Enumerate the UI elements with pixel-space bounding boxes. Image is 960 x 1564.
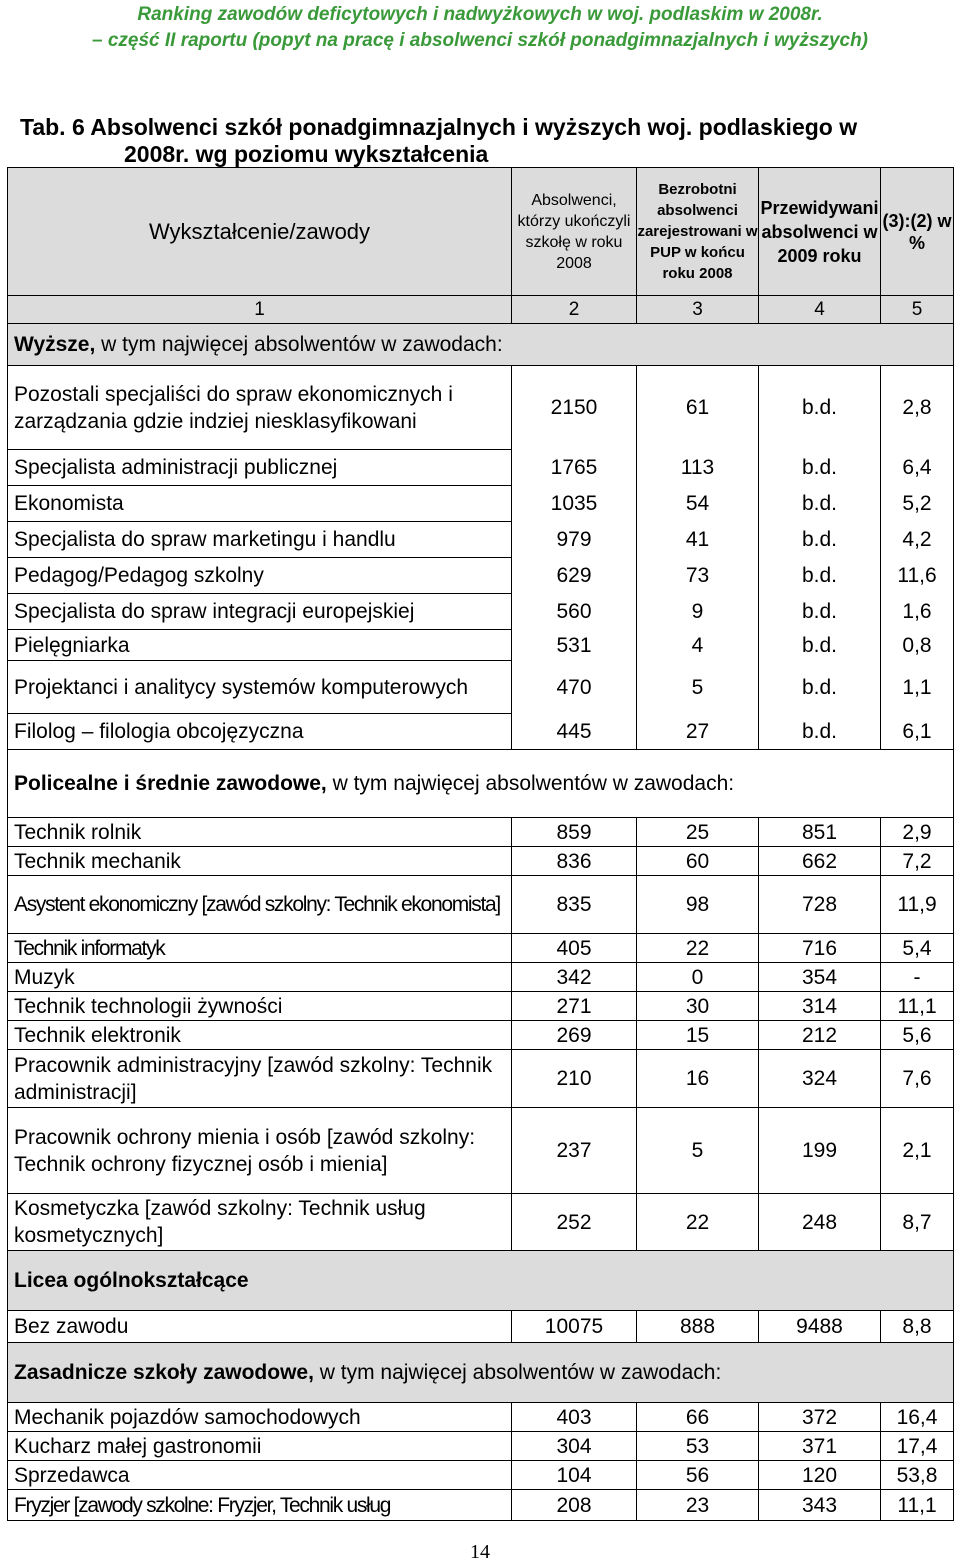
expected-2009-cell: 212 (759, 1021, 881, 1050)
table-row (8, 934, 954, 963)
ratio-cell: 11,6 (881, 558, 954, 594)
ratio-cell: 1,6 (881, 594, 954, 630)
section-row-policealne (8, 750, 954, 818)
graduates-2008-cell: 271 (512, 992, 637, 1021)
graduates-2008-cell: 2150 (512, 366, 637, 450)
table-row (8, 486, 954, 522)
ratio-cell: 11,1 (881, 1490, 954, 1521)
unemployed-2008-cell: 22 (637, 1194, 759, 1251)
table-row (8, 630, 954, 661)
col-number: 2 (512, 296, 637, 324)
ratio-cell: 11,1 (881, 992, 954, 1021)
occupation-cell: Mechanik pojazdów samochodowych (8, 1403, 512, 1432)
occupation-cell: Specjalista administracji publicznej (8, 450, 512, 486)
unemployed-2008-cell: 41 (637, 522, 759, 558)
table-row (8, 963, 954, 992)
occupation-cell: Muzyk (8, 963, 512, 992)
col-header-expected-2009: Przewidywani absolwenci w 2009 roku (759, 168, 881, 296)
section-heading-bold: Licea ogólnokształcące (14, 1269, 249, 1292)
section-heading-rest: w tym najwięcej absolwentów w zawodach: (95, 333, 503, 356)
occupation-cell: Pielęgniarka (8, 630, 512, 661)
ratio-cell: 4,2 (881, 522, 954, 558)
occupation-cell: Technik rolnik (8, 818, 512, 847)
table-title-line-2: 2008r. wg poziomu wykształcenia (124, 141, 489, 167)
table-row (8, 594, 954, 630)
ratio-cell: 7,6 (881, 1050, 954, 1108)
col-number: 3 (637, 296, 759, 324)
graduates-2008-cell: 210 (512, 1050, 637, 1108)
unemployed-2008-cell: 23 (637, 1490, 759, 1521)
col-header-occupation: Wykształcenie/zawody (8, 168, 512, 296)
expected-2009-cell: 662 (759, 847, 881, 876)
graduates-2008-cell: 531 (512, 630, 637, 661)
ratio-cell: 5,6 (881, 1021, 954, 1050)
expected-2009-cell: b.d. (759, 486, 881, 522)
graduates-2008-cell: 104 (512, 1461, 637, 1490)
table-row (8, 1311, 954, 1343)
graduates-2008-cell: 403 (512, 1403, 637, 1432)
occupation-cell: Kucharz małej gastronomii (8, 1432, 512, 1461)
expected-2009-cell: 324 (759, 1050, 881, 1108)
col-number: 5 (881, 296, 954, 324)
table-row (8, 1021, 954, 1050)
ratio-cell: 1,1 (881, 661, 954, 714)
ratio-cell: 17,4 (881, 1432, 954, 1461)
occupation-cell: Technik elektronik (8, 1021, 512, 1050)
graduates-2008-cell: 10075 (512, 1311, 637, 1343)
col-header-ratio: (3):(2) w % (881, 168, 954, 296)
section-heading (8, 750, 954, 818)
graduates-2008-cell: 859 (512, 818, 637, 847)
section-row-zasadnicze (8, 1343, 954, 1403)
graduates-2008-cell: 560 (512, 594, 637, 630)
expected-2009-cell: 851 (759, 818, 881, 847)
expected-2009-cell: b.d. (759, 661, 881, 714)
section-heading (8, 1343, 954, 1403)
unemployed-2008-cell: 53 (637, 1432, 759, 1461)
expected-2009-cell: 199 (759, 1108, 881, 1194)
graduates-table (7, 167, 954, 1521)
occupation-cell: Pedagog/Pedagog szkolny (8, 558, 512, 594)
expected-2009-cell: 371 (759, 1432, 881, 1461)
section-heading-bold: Policealne i średnie zawodowe, (14, 772, 327, 795)
expected-2009-cell: 343 (759, 1490, 881, 1521)
expected-2009-cell: 372 (759, 1403, 881, 1432)
ratio-cell: 0,8 (881, 630, 954, 661)
table-row (8, 522, 954, 558)
graduates-2008-cell: 445 (512, 714, 637, 750)
unemployed-2008-cell: 61 (637, 366, 759, 450)
table-row (8, 450, 954, 486)
occupation-cell: Specjalista do spraw integracji europejskiej (8, 594, 512, 630)
occupation-cell: Specjalista do spraw marketingu i handlu (8, 522, 512, 558)
table-row (8, 1108, 954, 1194)
expected-2009-cell: b.d. (759, 450, 881, 486)
section-zasadnicze-rows (8, 1403, 954, 1521)
graduates-2008-cell: 629 (512, 558, 637, 594)
section-heading-bold: Wyższe, (14, 333, 96, 356)
ratio-cell: 5,2 (881, 486, 954, 522)
occupation-cell: Asystent ekonomiczny [zawód szkolny: Technik ekonomista] (8, 876, 512, 934)
unemployed-2008-cell: 4 (637, 630, 759, 661)
report-header-line-1: Ranking zawodów deficytowych i nadwyżkowych w woj. podlaskim w 2008r. (137, 4, 823, 25)
graduates-2008-cell: 835 (512, 876, 637, 934)
table-row (8, 1050, 954, 1108)
expected-2009-cell: 120 (759, 1461, 881, 1490)
unemployed-2008-cell: 113 (637, 450, 759, 486)
report-header-line-2: – część II raportu (popyt na pracę i absolwenci szkół ponadgimnazjalnych i wyższych) (91, 30, 869, 51)
occupation-cell: Pracownik ochrony mienia i osób [zawód szkolny: Technik ochrony fizycznej osób i mienia] (8, 1108, 512, 1194)
expected-2009-cell: b.d. (759, 366, 881, 450)
unemployed-2008-cell: 888 (637, 1311, 759, 1343)
ratio-cell: 7,2 (881, 847, 954, 876)
col-header-unemployed-2008: Bezrobotni absolwenci zarejestrowani w PUP w końcu roku 2008 (637, 168, 759, 296)
ratio-cell: 8,7 (881, 1194, 954, 1251)
occupation-cell: Kosmetyczka [zawód szkolny: Technik usług kosmetycznych] (8, 1194, 512, 1251)
ratio-cell: 16,4 (881, 1403, 954, 1432)
occupation-cell: Technik informatyk (8, 934, 512, 963)
graduates-2008-cell: 836 (512, 847, 637, 876)
unemployed-2008-cell: 73 (637, 558, 759, 594)
table-title-line-1: Tab. 6 Absolwenci szkół ponadgimnazjalnych i wyższych woj. podlaskiego w (20, 114, 858, 140)
section-heading-rest: w tym najwięcej absolwentów w zawodach: (326, 772, 735, 795)
section-row-licea (8, 1251, 954, 1311)
unemployed-2008-cell: 54 (637, 486, 759, 522)
expected-2009-cell: b.d. (759, 594, 881, 630)
expected-2009-cell: 354 (759, 963, 881, 992)
section-heading (8, 1251, 954, 1311)
column-number-row (8, 296, 954, 324)
graduates-2008-cell: 252 (512, 1194, 637, 1251)
unemployed-2008-cell: 9 (637, 594, 759, 630)
table-row (8, 366, 954, 450)
unemployed-2008-cell: 5 (637, 661, 759, 714)
page-number: 14 (470, 1541, 490, 1563)
occupation-cell: Fryzjer [zawody szkolne: Fryzjer, Technik usług (8, 1490, 512, 1521)
table-row (8, 1461, 954, 1490)
occupation-cell: Pozostali specjaliści do spraw ekonomicznych i zarządzania gdzie indziej niesklasyfikowani (8, 366, 512, 450)
occupation-cell: Bez zawodu (8, 1311, 512, 1343)
occupation-cell: Technik mechanik (8, 847, 512, 876)
table-header-row (8, 168, 954, 296)
graduates-2008-cell: 269 (512, 1021, 637, 1050)
col-number: 4 (759, 296, 881, 324)
ratio-cell: 8,8 (881, 1311, 954, 1343)
col-number: 1 (8, 296, 512, 324)
graduates-2008-cell: 1765 (512, 450, 637, 486)
graduates-2008-cell: 1035 (512, 486, 637, 522)
occupation-cell: Ekonomista (8, 486, 512, 522)
expected-2009-cell: b.d. (759, 630, 881, 661)
section-row-wyzsze (8, 324, 954, 366)
expected-2009-cell: b.d. (759, 522, 881, 558)
section-heading-rest: w tym najwięcej absolwentów w zawodach: (313, 1361, 722, 1384)
table-row (8, 818, 954, 847)
occupation-cell: Projektanci i analitycy systemów komputerowych (8, 661, 512, 714)
occupation-cell: Pracownik administracyjny [zawód szkolny: Technik administracji] (8, 1050, 512, 1108)
unemployed-2008-cell: 22 (637, 934, 759, 963)
table-row (8, 661, 954, 714)
expected-2009-cell: 314 (759, 992, 881, 1021)
unemployed-2008-cell: 30 (637, 992, 759, 1021)
graduates-2008-cell: 979 (512, 522, 637, 558)
expected-2009-cell: 716 (759, 934, 881, 963)
unemployed-2008-cell: 16 (637, 1050, 759, 1108)
col-header-graduates-2008: Absolwenci, którzy ukończyli szkołę w roku 2008 (512, 168, 637, 296)
table-row (8, 1490, 954, 1521)
ratio-cell: - (881, 963, 954, 992)
table-row (8, 714, 954, 750)
table-row (8, 1194, 954, 1251)
graduates-2008-cell: 470 (512, 661, 637, 714)
graduates-2008-cell: 208 (512, 1490, 637, 1521)
unemployed-2008-cell: 60 (637, 847, 759, 876)
table-row (8, 1432, 954, 1461)
expected-2009-cell: 728 (759, 876, 881, 934)
unemployed-2008-cell: 25 (637, 818, 759, 847)
table-row (8, 992, 954, 1021)
graduates-2008-cell: 342 (512, 963, 637, 992)
unemployed-2008-cell: 56 (637, 1461, 759, 1490)
table-row (8, 876, 954, 934)
unemployed-2008-cell: 5 (637, 1108, 759, 1194)
section-licea-rows (8, 1311, 954, 1343)
section-heading (8, 324, 954, 366)
unemployed-2008-cell: 66 (637, 1403, 759, 1432)
section-wyzsze-rows (8, 366, 954, 750)
unemployed-2008-cell: 0 (637, 963, 759, 992)
occupation-cell: Sprzedawca (8, 1461, 512, 1490)
ratio-cell: 6,4 (881, 450, 954, 486)
section-policealne-rows (8, 818, 954, 1251)
expected-2009-cell: b.d. (759, 714, 881, 750)
ratio-cell: 5,4 (881, 934, 954, 963)
graduates-2008-cell: 304 (512, 1432, 637, 1461)
unemployed-2008-cell: 15 (637, 1021, 759, 1050)
graduates-2008-cell: 237 (512, 1108, 637, 1194)
ratio-cell: 2,9 (881, 818, 954, 847)
table-row (8, 847, 954, 876)
section-heading-bold: Zasadnicze szkoły zawodowe, (14, 1361, 314, 1384)
expected-2009-cell: 9488 (759, 1311, 881, 1343)
unemployed-2008-cell: 98 (637, 876, 759, 934)
occupation-cell: Technik technologii żywności (8, 992, 512, 1021)
expected-2009-cell: 248 (759, 1194, 881, 1251)
ratio-cell: 11,9 (881, 876, 954, 934)
ratio-cell: 6,1 (881, 714, 954, 750)
ratio-cell: 2,8 (881, 366, 954, 450)
ratio-cell: 2,1 (881, 1108, 954, 1194)
occupation-cell: Filolog – filologia obcojęzyczna (8, 714, 512, 750)
graduates-2008-cell: 405 (512, 934, 637, 963)
unemployed-2008-cell: 27 (637, 714, 759, 750)
table-row (8, 1403, 954, 1432)
expected-2009-cell: b.d. (759, 558, 881, 594)
ratio-cell: 53,8 (881, 1461, 954, 1490)
table-row (8, 558, 954, 594)
